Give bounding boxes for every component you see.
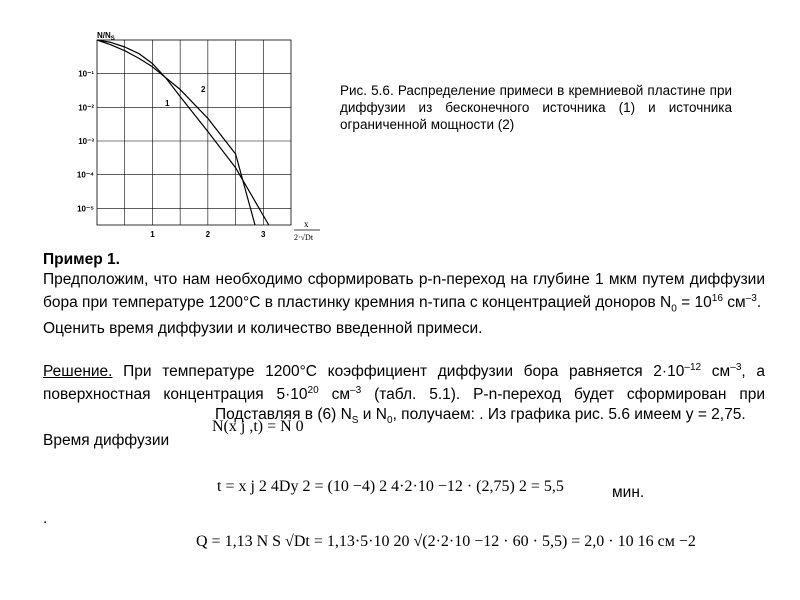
curve-label-2: 2	[201, 85, 206, 94]
solution-text: Решение. При температуре 1200°С коэффициент диффузии бора равняется $2\cdot 10^{-12}$ $см^{-3}$, а поверхностная концентрация $5\cdot 10^{20}$ $см^{-3}$ (табл. 5.1). P-n-переход будет сформирован приПодставляя в (6) $N_S$ и $N_0$, получаем: . Из графика рис. 5.6 имеем y = 2,75.	[43, 361, 766, 427]
example-title: Пример 1.	[43, 251, 120, 268]
solution-label: Решение.	[43, 362, 113, 380]
y-tick-label: 10⁻⁵	[77, 204, 94, 214]
y-tick-label: 10⁻⁴	[76, 170, 94, 180]
series-line-2	[97, 40, 269, 225]
x-tick-label: 2	[205, 230, 211, 239]
time-unit: мин.	[612, 484, 645, 501]
y-tick-label: 10⁻³	[78, 137, 94, 147]
pn-junction-condition: N(x j ,t) = N 0	[212, 418, 304, 435]
x-tick-labels	[150, 230, 266, 239]
y-tick-labels	[77, 70, 94, 214]
y-tick-label: 10⁻¹	[78, 69, 94, 79]
diffusion-time-formula: t = x j 2 4Dy 2 = (10 −4) 2 4·2·10 −12 · (2,75) 2 = 5,5	[217, 478, 564, 495]
diffusion-time-label: Время диффузии	[43, 431, 170, 449]
document-body	[43, 250, 765, 450]
chart-series	[97, 40, 269, 225]
plot-frame	[97, 40, 291, 225]
y-tick-label: 10⁻²	[78, 103, 94, 113]
figure-caption: Рис. 5.6. Распределение примеси в кремниевой пластине при диффузии из бесконечного источника (1) и источника ограниченной мощности (2)	[340, 83, 732, 132]
x-axis-label-num: x	[304, 219, 309, 229]
x-axis-label-den: 2·√Dt	[294, 233, 314, 242]
impurity-quantity-formula: Q = 1,13 N S √Dt = 1,13·5·10 20 √(2·2·10 −12 · 60 · 5,5) = 2,0 · 10 16 см −2	[196, 533, 696, 550]
x-tick-label: 3	[261, 230, 266, 239]
x-tick-label: 1	[150, 230, 155, 239]
series-line-1	[97, 40, 255, 225]
diffusion-profile-chart	[75, 25, 335, 250]
chart-grid	[97, 40, 291, 225]
question-text: Оценить время диффузии и количество введенной примеси.	[43, 319, 483, 337]
trailing-dot: .	[43, 510, 48, 527]
y-axis-label: $N/N_S$	[97, 31, 115, 42]
problem-statement: Предположим, что нам необходимо сформировать p-n-переход на глубине 1 мкм путем диффузии бора при температуре 1200°С в пластинку кремния n-типа с концентрацией доноров $N_0 = 10^{16}$ $см^{-3}$.	[43, 270, 765, 315]
curve-label-1: 1	[165, 99, 170, 108]
